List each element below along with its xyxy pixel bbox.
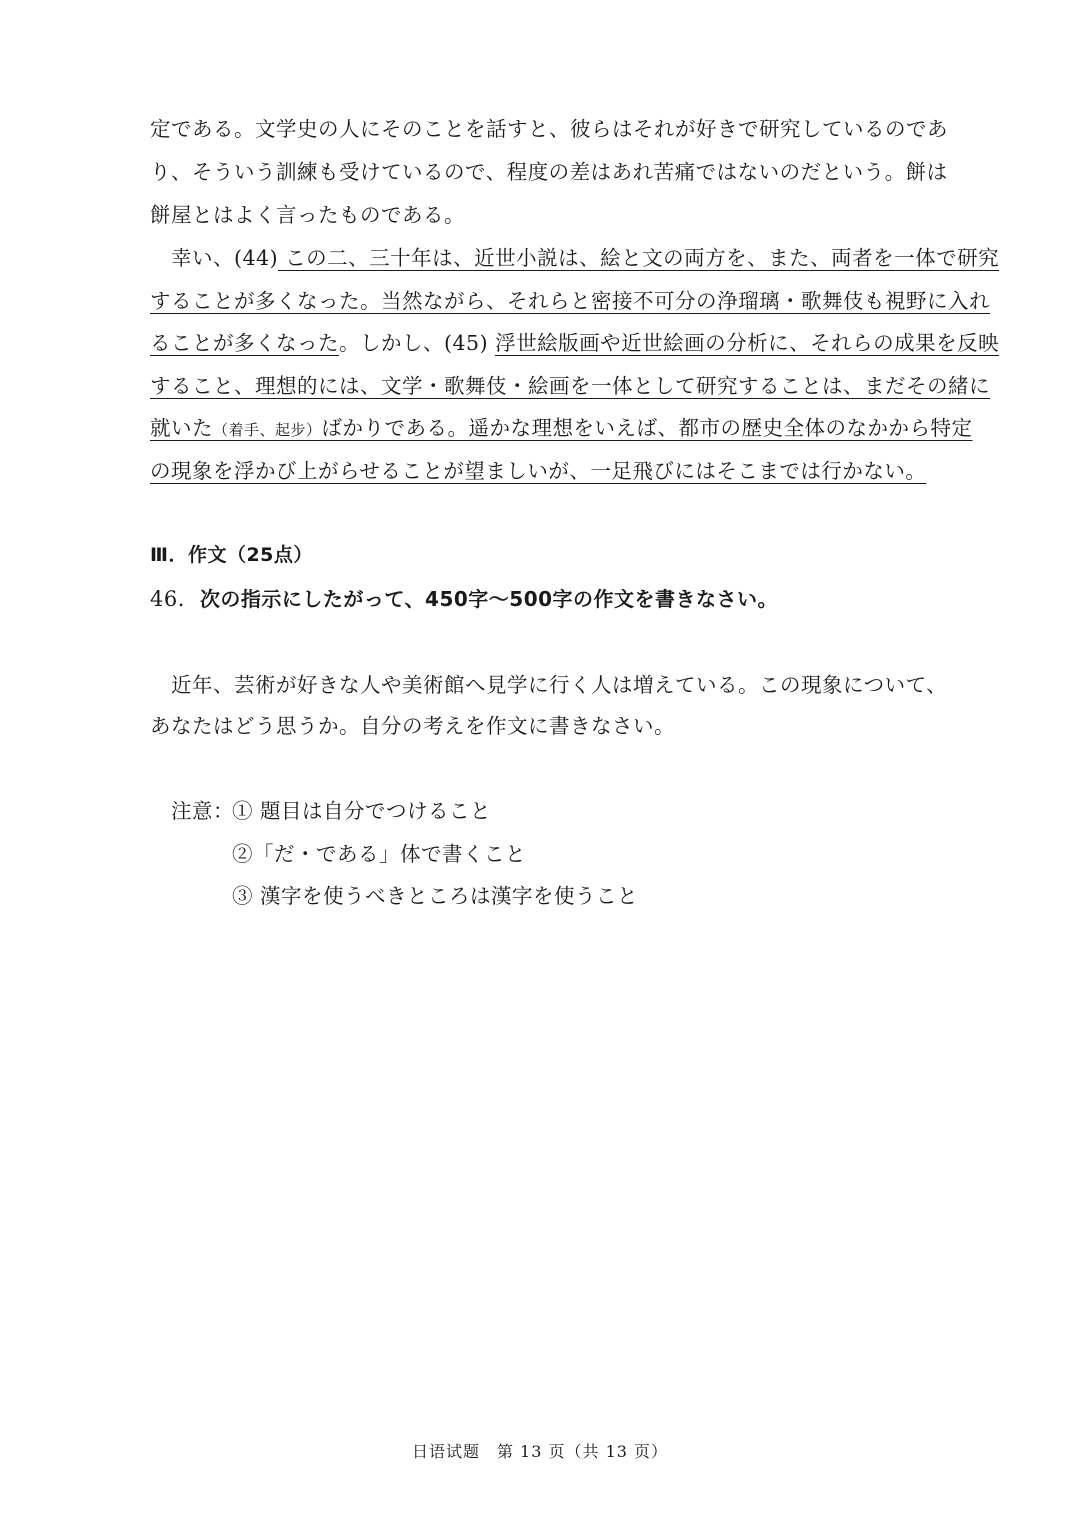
question-marker-45: 。しかし、(45) — [339, 331, 496, 355]
passage-line: 餅屋とはよく言ったものである。 — [150, 203, 465, 227]
question-46 — [150, 584, 980, 614]
underlined-text-45: の現象を浮かび上がらせることが望ましいが、一足飛びにはそこまでは行かない。 — [150, 459, 927, 483]
underlined-text-45: 浮世絵版画や近世絵画の分析に、それらの成果を反映 — [495, 331, 1000, 355]
passage-line: り、そういう訓練も受けているので、程度の差はあれ苦痛ではないのだという。餅は — [150, 160, 948, 184]
prompt-line: あなたはどう思うか。自分の考えを作文に書きなさい。 — [150, 714, 675, 738]
prompt-line: 近年、芸術が好きな人や美術館へ見学に行く人は増えている。この現象について、 — [171, 673, 948, 697]
passage-line-44 — [171, 243, 1000, 273]
question-number: 46. — [150, 587, 185, 611]
underlined-span: 就いた — [150, 416, 213, 440]
page-footer: 日语试题 第 13 页（共 13 页） — [411, 1442, 669, 1461]
question-instruction: 次の指示にしたがって、450字～500字の作文を書きなさい。 — [199, 587, 779, 611]
question-marker-44: 幸い、(44) — [171, 246, 279, 270]
passage-line-45 — [150, 328, 1000, 358]
notes-item: ① 題目は自分でつけること — [232, 799, 492, 823]
passage-line: 定である。文学史の人にそのことを話すと、彼らはそれが好きで研究しているのであ — [150, 117, 948, 141]
underlined-text-45: すること、理想的には、文学・歌舞伎・絵画を一体として研究することは、まだその緒に — [150, 374, 990, 398]
underlined-text-45 — [150, 413, 980, 445]
underlined-text-44: することが多くなった。当然ながら、それらと密接不可分の浄瑠璃・歌舞伎も視野に入れ — [150, 289, 990, 313]
underlined-text-44: この二、三十年は、近世小説は、絵と文の両方を、また、両者を一体で研究 — [278, 246, 1000, 270]
gloss-annotation: （着手、起步） — [213, 421, 322, 439]
underlined-text-44: ることが多くなった — [150, 331, 339, 355]
section-heading: Ⅲ．作文（25点） — [150, 544, 313, 566]
notes-label: 注意： — [171, 799, 234, 823]
notes-item: ③ 漢字を使うべきところは漢字を使うこと — [232, 884, 639, 908]
underlined-span: ばかりである。遥かな理想をいえば、都市の歴史全体のなかから特定 — [321, 416, 973, 440]
notes-item: ②「だ・である」体で書くこと — [232, 842, 526, 866]
